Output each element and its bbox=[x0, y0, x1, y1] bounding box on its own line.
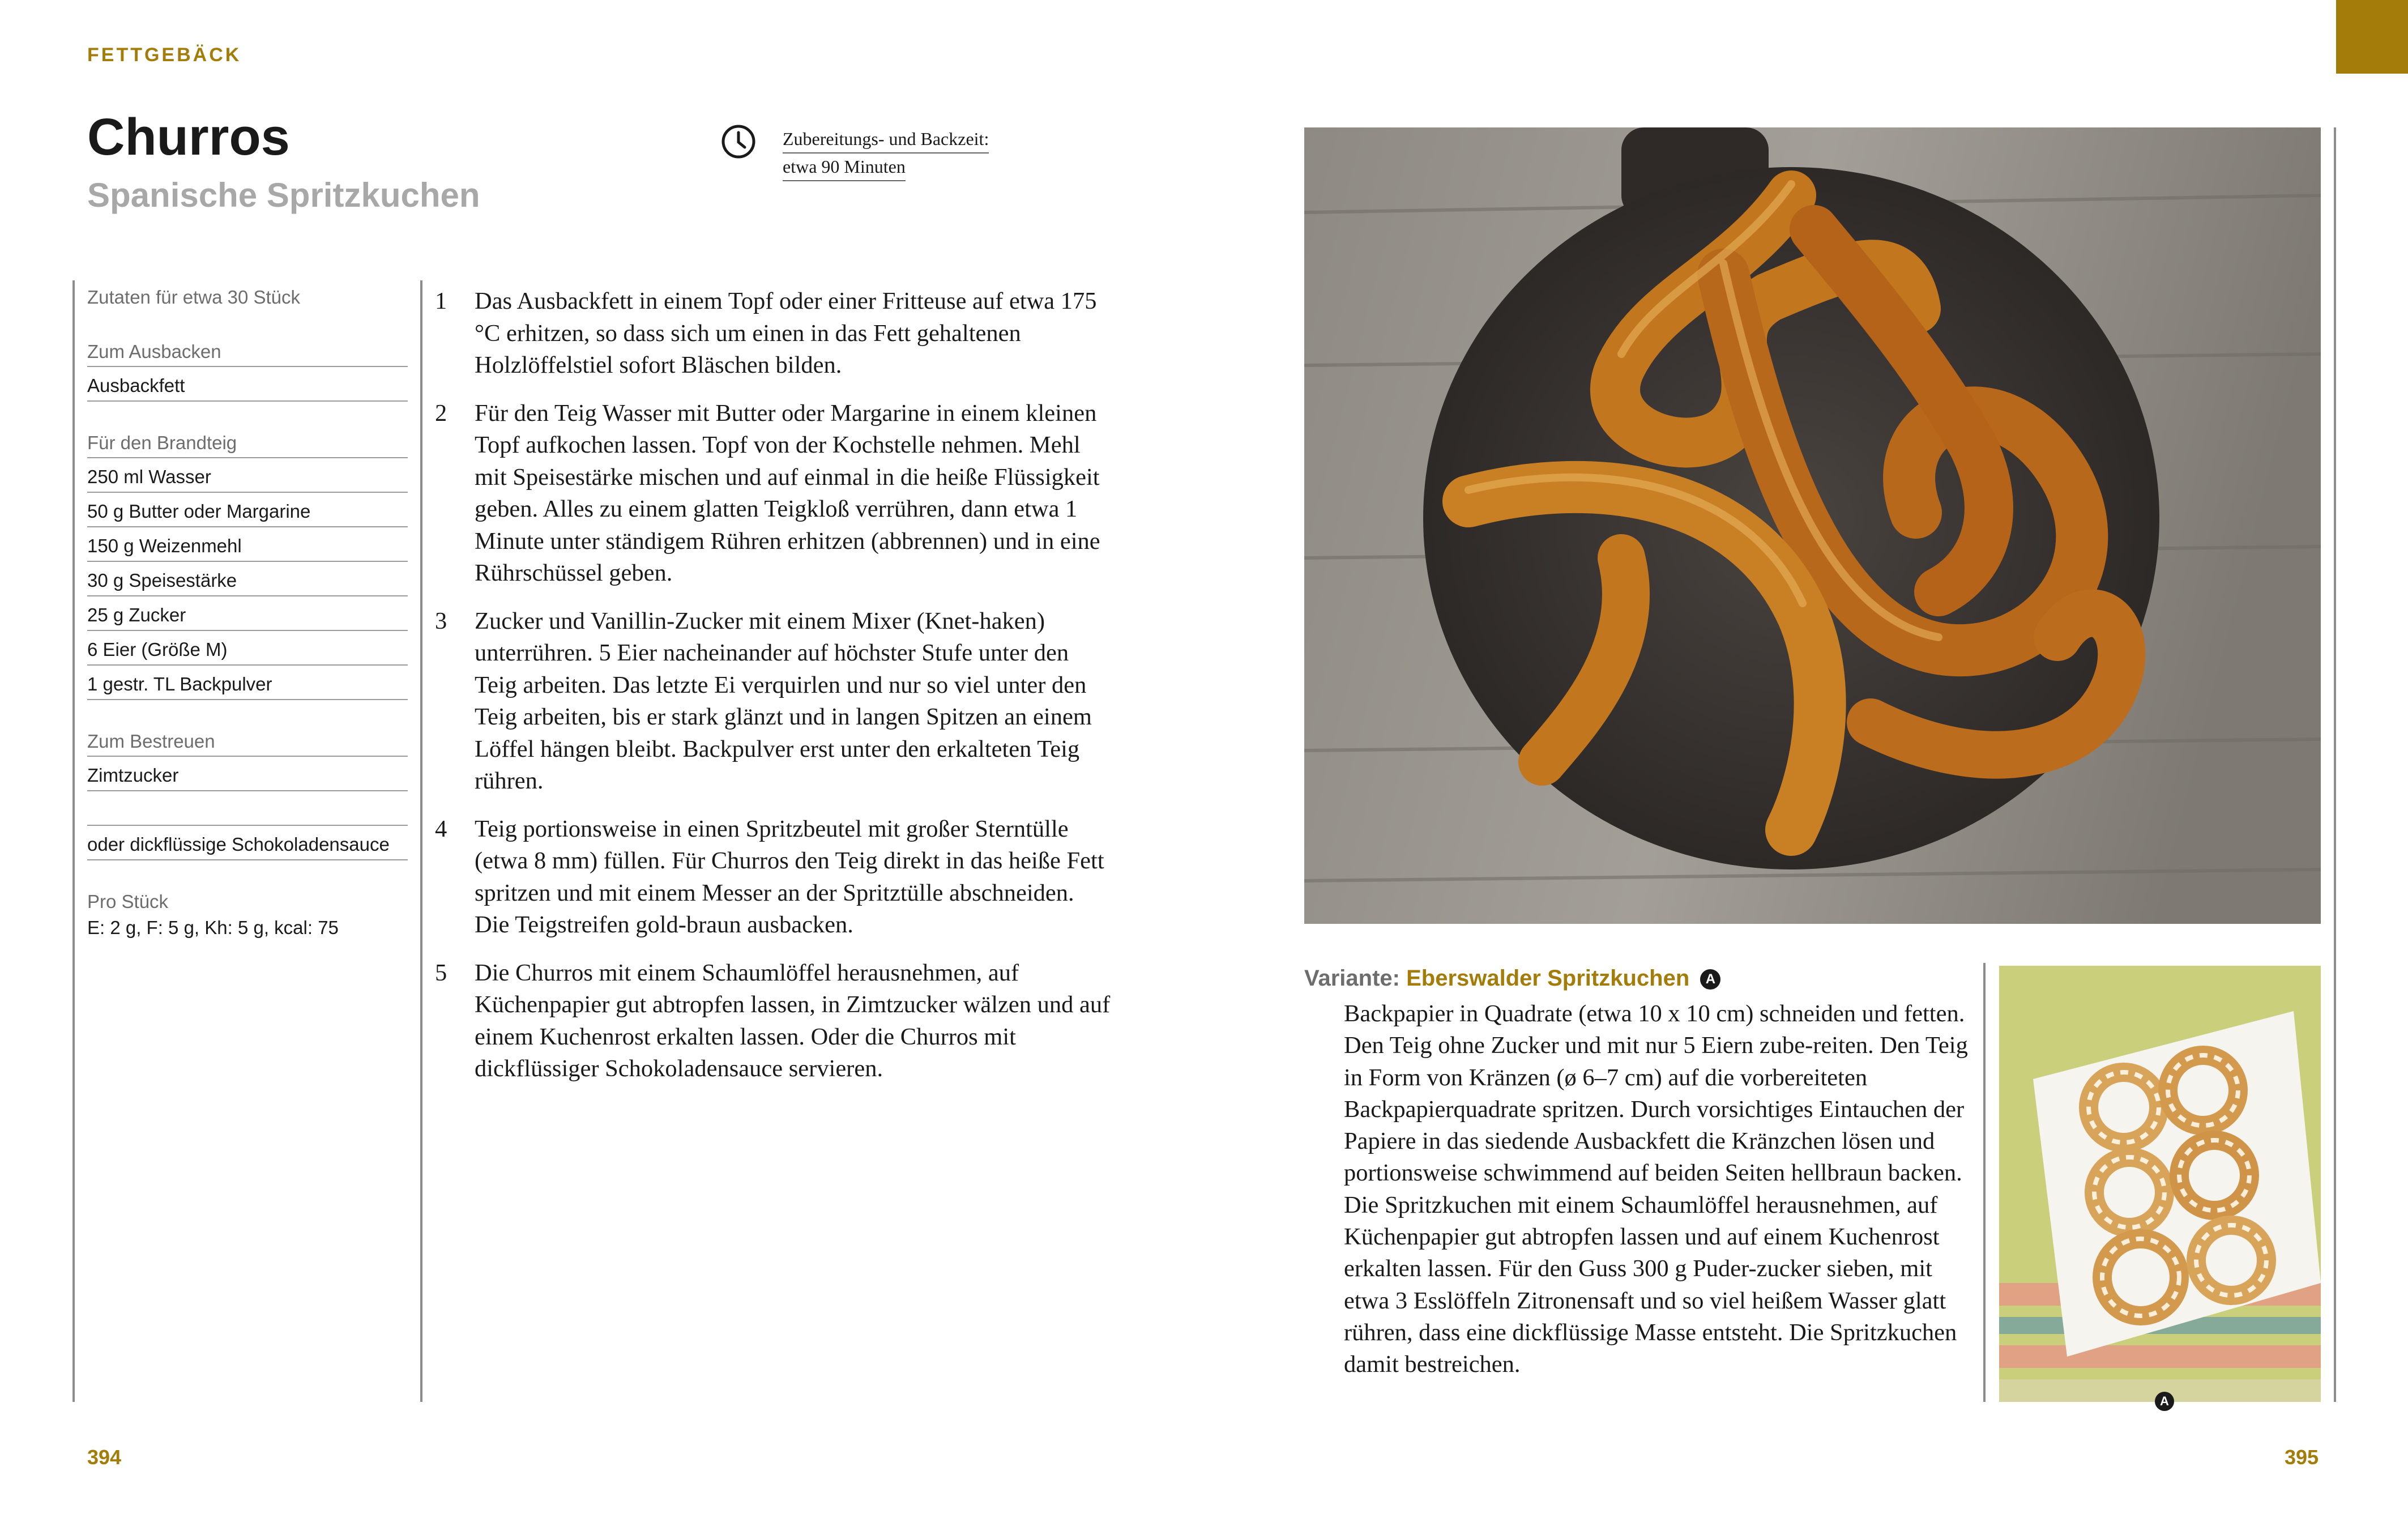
ingredient-item: 1 gestr. TL Backpulver bbox=[87, 666, 408, 700]
prep-value: etwa 90 Minuten bbox=[783, 154, 906, 181]
ingredient-item: Ausbackfett bbox=[87, 366, 408, 402]
prep-label: Zubereitungs- und Backzeit: bbox=[783, 126, 989, 154]
page-number-right: 395 bbox=[2285, 1446, 2319, 1469]
ingredient-group-label: Zum Ausbacken bbox=[87, 341, 221, 362]
step-text: Teig portionsweise in einen Spritzbeutel mit großer Sterntülle (etwa 8 mm) füllen. Für Churros den Teig direkt in das heiße Fett spritzen und mit einem Messer an der Spritztülle abschneiden. Die Teigstreifen gold-braun ausbacken. bbox=[475, 815, 1104, 938]
ingredient-item: 30 g Speisestärke bbox=[87, 562, 408, 596]
churros-photo bbox=[1304, 127, 2321, 924]
step bbox=[435, 398, 1115, 590]
variant-badge: A bbox=[1700, 969, 1720, 990]
recipe-subtitle: Spanische Spritzkuchen bbox=[87, 176, 480, 214]
variant-heading bbox=[1304, 966, 1720, 991]
ingredients-list bbox=[87, 284, 408, 941]
nutrition-label: Pro Stück bbox=[87, 891, 169, 912]
step bbox=[435, 285, 1115, 382]
ingredient-item: 6 Eier (Größe M) bbox=[87, 631, 408, 666]
chapter-tab bbox=[2336, 0, 2408, 74]
ingredient-spacer bbox=[87, 791, 408, 826]
page-rule bbox=[2334, 127, 2336, 1402]
ingredient-item: Zimtzucker bbox=[87, 756, 408, 791]
ingredients-rule bbox=[72, 280, 75, 1402]
ingredient-item: oder dickflüssige Schokoladensauce bbox=[87, 826, 408, 860]
spritzkuchen-photo bbox=[1999, 966, 2321, 1402]
steps-list bbox=[435, 285, 1115, 1101]
step bbox=[435, 957, 1115, 1085]
clock-icon bbox=[720, 123, 757, 160]
section-label: FETTGEBÄCK bbox=[87, 44, 242, 66]
variant-title: Eberswalder Spritzkuchen bbox=[1406, 966, 1690, 991]
step-text: Die Churros mit einem Schaumlöffel herausnehmen, auf Küchenpapier gut abtropfen lassen, in Zimtzucker wälzen und auf einem Kuchenrost erkalten lassen. Oder die Churros mit dickflüssiger Schokoladensauce servieren. bbox=[475, 959, 1111, 1082]
ingredients-title: Zutaten für etwa 30 Stück bbox=[87, 287, 301, 308]
ingredient-item: 50 g Butter oder Margarine bbox=[87, 493, 408, 527]
step bbox=[435, 606, 1115, 798]
photo-badge: A bbox=[2155, 1392, 2174, 1411]
step-number: 1 bbox=[435, 288, 447, 314]
step bbox=[435, 813, 1115, 941]
step-text: Für den Teig Wasser mit Butter oder Margarine in einem kleinen Topf aufkochen lassen. Topf von der Kochstelle nehmen. Mehl mit Speisestärke mischen und auf einmal in die heiße Flüssigkeit geben. Alles zu einem glatten Teigkloß verrühren, dann etwa 1 Minute unter ständigem Rühren erhitzen (abbrennen) und in eine Rührschüssel geben. bbox=[475, 399, 1100, 586]
step-text: Zucker und Vanillin-Zucker mit einem Mixer (Knet-haken) unterrühren. 5 Eier nacheinander auf höchster Stufe unter den Teig arbeiten. Das letzte Ei verquirlen und nur so viel unter den Teig arbeiten, bis er stark glänzt und in langen Spitzen an einem Löffel hängen bleibt. Backpulver erst unter den erkalteten Teig rühren. bbox=[475, 607, 1092, 794]
step-number: 3 bbox=[435, 607, 447, 634]
step-text: Das Ausbackfett in einem Topf oder einer Fritteuse auf etwa 175 °C erhitzen, so dass sich um einen in das Fett gehaltenen Holzlöffelstiel sofort Bläschen bilden. bbox=[475, 288, 1097, 378]
ingredient-item: 25 g Zucker bbox=[87, 596, 408, 631]
recipe-title: Churros bbox=[87, 108, 290, 166]
page-number-left: 394 bbox=[87, 1446, 122, 1469]
step-number: 5 bbox=[435, 959, 447, 986]
step-number: 2 bbox=[435, 399, 447, 427]
variant-rule bbox=[1983, 963, 1986, 1402]
ingredient-item: 150 g Weizenmehl bbox=[87, 527, 408, 562]
ingredient-item: 250 ml Wasser bbox=[87, 457, 408, 493]
nutrition-values: E: 2 g, F: 5 g, Kh: 5 g, kcal: 75 bbox=[87, 917, 339, 938]
ingredient-group-label: Zum Bestreuen bbox=[87, 731, 215, 752]
variant-text: Backpapier in Quadrate (etwa 10 x 10 cm) schneiden und fetten. Den Teig ohne Zucker und mit nur 5 Eiern zube-reiten. Den Teig in Form von Kränzen (ø 6–7 cm) auf die vorbereiteten Backpapierquadrate spritzen. Durch vorsichtiges Eintauchen der Papiere in das siedende Ausbackfett die Kränzchen lösen und portionsweise schwimmend auf beiden Seiten hellbraun backen. Die Spritzkuchen mit einem Schaumlöffel herausnehmen, auf Küchenpapier gut abtropfen lassen und auf einem Kuchenrost erkalten lassen. Für den Guss 300 g Puder-zucker sieben, mit etwa 3 Esslöffeln Zitronensaft und so viel heißem Wasser glatt rühren, dass eine dickflüssige Masse entsteht. Die Spritzkuchen damit bestreichen. bbox=[1344, 1000, 1968, 1378]
step-number: 4 bbox=[435, 815, 447, 842]
prep-time bbox=[783, 126, 989, 181]
ingredient-group-label: Für den Brandteig bbox=[87, 432, 237, 453]
variant-label: Variante: bbox=[1304, 966, 1400, 991]
steps-rule bbox=[420, 280, 422, 1402]
